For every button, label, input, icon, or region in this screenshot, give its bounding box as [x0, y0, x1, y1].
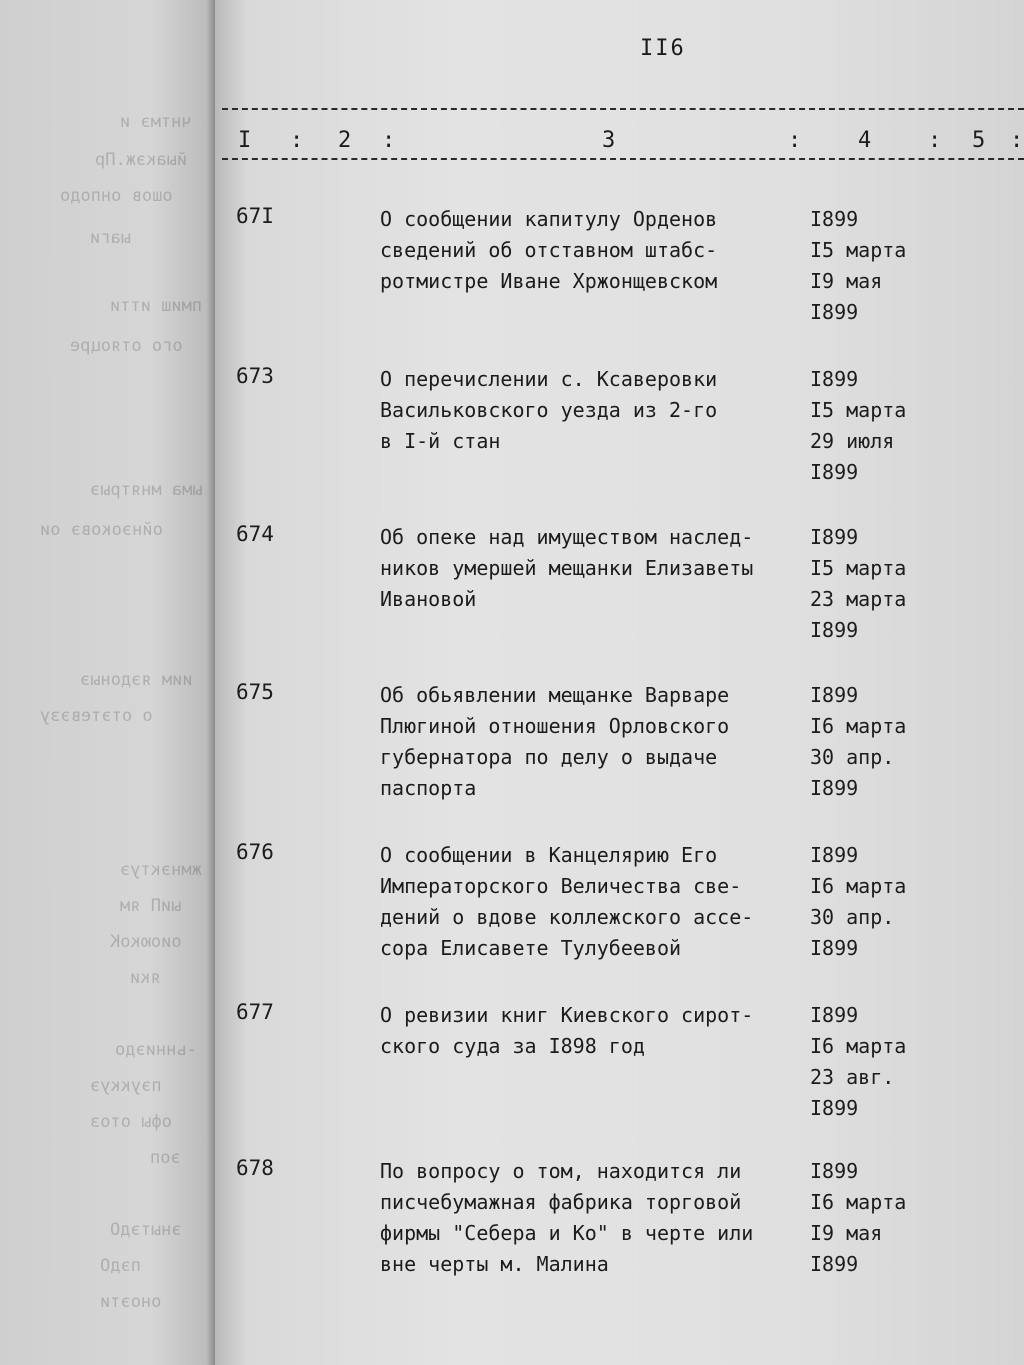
ghost-line: оиоюкоК — [110, 932, 182, 952]
ghost-line: ыиП ям — [120, 896, 182, 916]
description-line: в I-й стан — [380, 429, 501, 453]
end-date: I9 мая — [810, 269, 883, 293]
entry-description — [380, 1000, 800, 1062]
header-col-2: 2 — [338, 128, 352, 153]
end-date: 30 апр. — [810, 745, 895, 769]
description-line: вне черты м. Малина — [380, 1252, 609, 1276]
ghost-line: яки — [130, 968, 161, 988]
ghost-line: иим яэдоныэ — [80, 670, 193, 690]
page-number: II6 — [640, 36, 686, 61]
left-page-bleed-text — [0, 0, 215, 1365]
entry-number: 678 — [236, 1156, 274, 1180]
description-line: Ивановой — [380, 587, 477, 611]
description-line: О сообщении капитулу Орденов — [380, 207, 718, 231]
entry-dates — [810, 1000, 906, 1124]
entry-dates — [810, 204, 906, 328]
entry-number: 673 — [236, 364, 274, 388]
entry-dates — [810, 364, 906, 488]
ghost-line: йыакэж.Пр — [95, 150, 188, 170]
description-line: Об опеке над имуществом наслед- — [380, 525, 754, 549]
entry-dates — [810, 522, 906, 646]
description-line: дений о вдове коллежского ассе- — [380, 905, 754, 929]
header-separator: : — [788, 128, 802, 153]
ghost-line: ойнэоковэ ои — [40, 520, 163, 540]
description-line: сведений об отставном штабс- — [380, 238, 718, 262]
description-line: Императорского Величества све- — [380, 874, 742, 898]
header-bottom-rule — [222, 158, 1024, 160]
description-line: писчебумажная фабрика торговой — [380, 1190, 742, 1214]
end-year: I899 — [810, 300, 859, 324]
header-separator: : — [928, 128, 942, 153]
entry-number: 67I — [236, 204, 274, 228]
start-date: I5 марта — [810, 398, 907, 422]
end-date: 29 июля — [810, 429, 895, 453]
start-date: I6 марта — [810, 714, 907, 738]
description-line: Об обьявлении мещанке Варваре — [380, 683, 730, 707]
description-line: О ревизии книг Киевского сирот- — [380, 1003, 754, 1027]
start-year: I899 — [810, 1159, 859, 1183]
start-date: I6 марта — [810, 1034, 907, 1058]
ghost-line: оноэти — [100, 1292, 162, 1312]
description-line: губернатора по делу о выдаче — [380, 745, 718, 769]
start-date: I5 марта — [810, 238, 907, 262]
entry-number: 677 — [236, 1000, 274, 1024]
start-year: I899 — [810, 843, 859, 867]
description-line: фирмы "Себера и Ко" в черте или — [380, 1221, 754, 1245]
end-date: I9 мая — [810, 1221, 883, 1245]
ghost-line: эоп — [150, 1148, 181, 1168]
start-year: I899 — [810, 207, 859, 231]
ghost-line: о отэтевэзу — [40, 706, 153, 726]
header-separator: : — [290, 128, 304, 153]
entry-dates — [810, 1156, 906, 1280]
ghost-line: -ьнниэдо — [115, 1040, 197, 1060]
entry-number: 676 — [236, 840, 274, 864]
entry-description — [380, 840, 800, 964]
description-line: ников умершей мещанки Елизаветы — [380, 556, 754, 580]
end-year: I899 — [810, 776, 859, 800]
description-line: Васильковского уезда из 2-го — [380, 398, 718, 422]
end-date: 23 марта — [810, 587, 907, 611]
end-year: I899 — [810, 618, 859, 642]
start-year: I899 — [810, 683, 859, 707]
end-year: I899 — [810, 1096, 859, 1120]
entry-description — [380, 204, 800, 297]
header-col-3: 3 — [602, 128, 616, 153]
header-top-rule — [222, 108, 1024, 110]
ghost-line: пэуккуэ — [90, 1076, 162, 1096]
ghost-line: ыма мнятрыэ — [90, 480, 203, 500]
end-date: 23 авг. — [810, 1065, 895, 1089]
entry-number: 674 — [236, 522, 274, 546]
end-year: I899 — [810, 936, 859, 960]
end-date: 30 апр. — [810, 905, 895, 929]
end-year: I899 — [810, 1252, 859, 1276]
ghost-line: офы отоз — [90, 1112, 172, 1132]
start-date: I6 марта — [810, 1190, 907, 1214]
entry-description — [380, 364, 800, 457]
description-line: По вопросу о том, находится ли — [380, 1159, 742, 1183]
entry-dates — [810, 680, 906, 804]
entry-description — [380, 1156, 800, 1280]
description-line: Плюгиной отношения Орловского — [380, 714, 730, 738]
ghost-line: ого отяоцре — [70, 336, 183, 356]
ghost-line: ыаги — [90, 228, 131, 248]
header-col-1: I — [238, 128, 252, 153]
header-col-5: 5 — [972, 128, 986, 153]
ghost-line: ошов онподо — [60, 186, 173, 206]
ghost-line: жмнэктуэ — [120, 860, 202, 880]
ghost-line: чнтмэ и — [120, 112, 192, 132]
description-line: паспорта — [380, 776, 477, 800]
end-year: I899 — [810, 460, 859, 484]
start-year: I899 — [810, 367, 859, 391]
start-date: I5 марта — [810, 556, 907, 580]
header-col-4: 4 — [858, 128, 872, 153]
entry-description — [380, 522, 800, 615]
header-separator: : — [382, 128, 396, 153]
entry-number: 675 — [236, 680, 274, 704]
description-line: О перечислении с. Ксаверовки — [380, 367, 718, 391]
start-date: I6 марта — [810, 874, 907, 898]
ghost-line: энытэдО — [110, 1220, 182, 1240]
start-year: I899 — [810, 1003, 859, 1027]
description-line: ского суда за I898 год — [380, 1034, 645, 1058]
ghost-line: пмиш итти — [110, 296, 203, 316]
ghost-line: пэдО — [100, 1256, 141, 1276]
description-line: ротмистре Иване Хржонщевском — [380, 269, 718, 293]
start-year: I899 — [810, 525, 859, 549]
header-separator: : — [1010, 128, 1024, 153]
description-line: О сообщении в Канцелярию Его — [380, 843, 718, 867]
description-line: сора Елисавете Тулубеевой — [380, 936, 682, 960]
entry-dates — [810, 840, 906, 964]
entry-description — [380, 680, 800, 804]
